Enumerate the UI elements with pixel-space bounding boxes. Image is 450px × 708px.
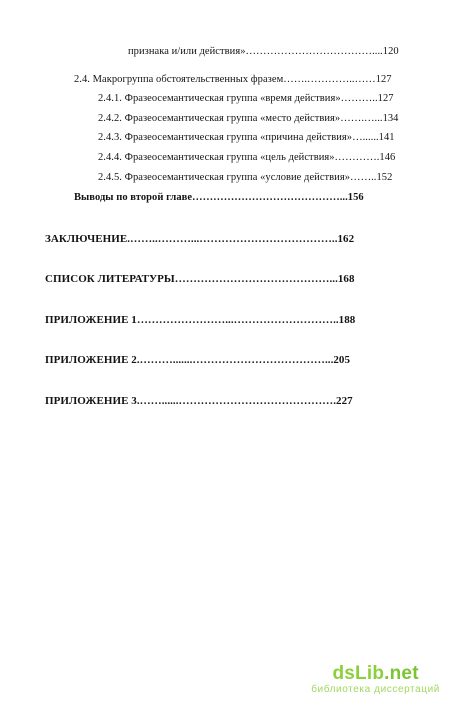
watermark: [311, 664, 440, 696]
toc-entry: 2.4.3. Фразеосемантическая группа «причина действия»…......141: [98, 132, 395, 143]
toc-entry: 2.4.4. Фразеосемантическая группа «цель действия»………….146: [98, 152, 396, 163]
toc-entry: 2.4.2. Фразеосемантическая группа «место действия»…….…...134: [98, 113, 399, 124]
toc-entry-appendix-3: ПРИЛОЖЕНИЕ 3.……......…………………………………….227: [45, 395, 353, 407]
toc-entry: 2.4.1. Фразеосемантическая группа «время действия»………..127: [98, 93, 394, 104]
watermark-logo: [311, 664, 440, 684]
toc-entry: 2.4.5. Фразеосемантическая группа «условие действия»……..152: [98, 172, 393, 183]
watermark-brand: dsLib: [332, 663, 385, 684]
toc-entry-chapter-conclusion: Выводы по второй главе……………………………………...156: [74, 192, 364, 203]
toc-entry-conclusion: ЗАКЛЮЧЕНИЕ.……..………...………………………………..162: [45, 233, 355, 245]
toc-entry: признака и/или действия»………………………………....120: [128, 46, 399, 57]
toc-entry-appendix-2: ПРИЛОЖЕНИЕ 2.……….......………………………………...205: [45, 354, 351, 366]
toc-entry: 2.4. Макрогруппа обстоятельственных фразем…….…………..……127: [74, 74, 392, 85]
watermark-subtitle: библиотека диссертаций: [311, 684, 440, 695]
watermark-tld: .net: [384, 663, 419, 684]
toc-entry-appendix-1: ПРИЛОЖЕНИЕ 1……………………...………………………..188: [45, 314, 356, 326]
toc-entry-references: СПИСОК ЛИТЕРАТУРЫ……………………………………...168: [45, 273, 355, 285]
